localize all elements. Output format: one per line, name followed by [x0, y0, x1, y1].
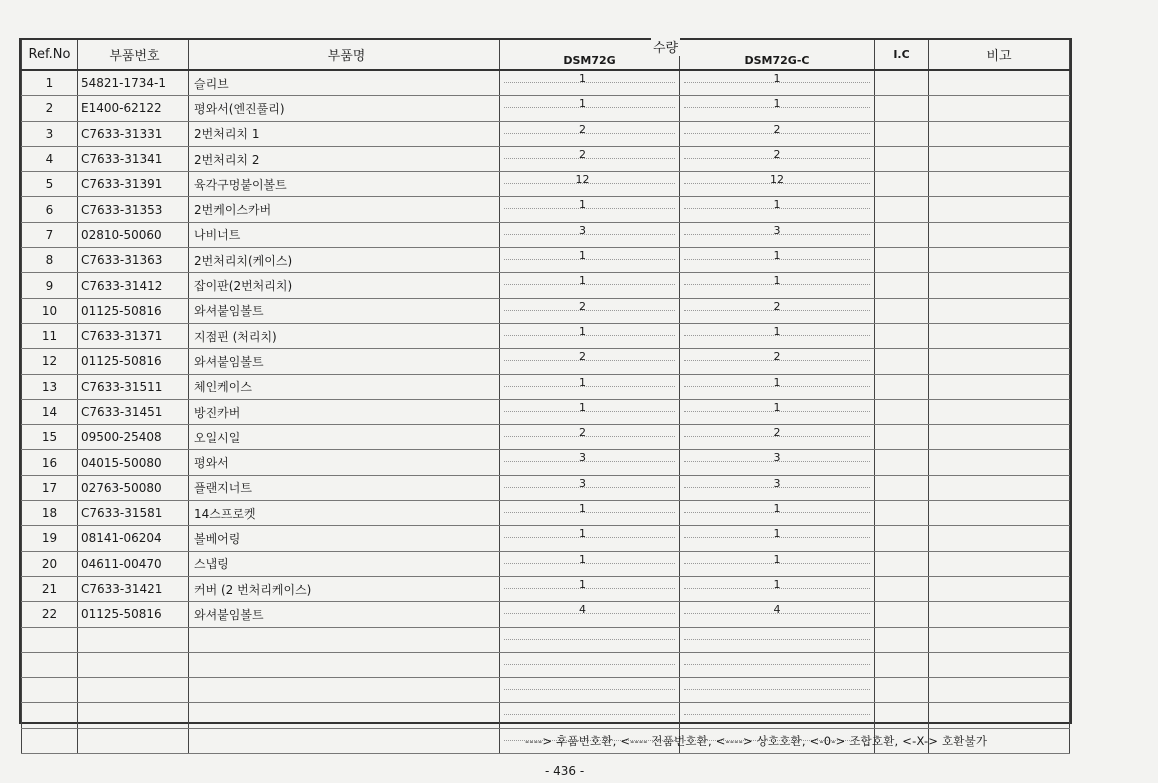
ic-cell — [875, 374, 929, 399]
qty-dsm72g-cell: 2 — [500, 298, 680, 323]
ref-cell: 5 — [22, 172, 78, 197]
table-row — [22, 602, 1070, 627]
part-name-cell: 와셔붙임볼트 — [189, 298, 500, 323]
ref-cell: 4 — [22, 146, 78, 171]
qty-dsm72g-c-cell: 4 — [680, 602, 875, 627]
qty-dsm72g-c-cell: 1 — [680, 399, 875, 424]
part-number-cell: C7633-31451 — [78, 399, 189, 424]
note-cell — [929, 627, 1070, 652]
header-model-dsm72g-c: DSM72G-C — [744, 54, 810, 67]
table-row — [22, 146, 1070, 171]
ref-cell: 17 — [22, 475, 78, 500]
qty-dsm72g-c-cell — [680, 627, 875, 652]
table-row — [22, 273, 1070, 298]
part-name-cell: 육각구멍붙이볼트 — [189, 172, 500, 197]
part-name-cell: 플랜지너트 — [189, 475, 500, 500]
ref-cell: 11 — [22, 323, 78, 348]
part-number-cell: 08141-06204 — [78, 526, 189, 551]
ic-cell — [875, 222, 929, 247]
part-name-cell: 2번처리치 2 — [189, 146, 500, 171]
qty-dsm72g-cell: 1 — [500, 501, 680, 526]
part-number-cell: C7633-31421 — [78, 576, 189, 601]
note-cell — [929, 703, 1070, 728]
part-number-cell: E1400-62122 — [78, 96, 189, 121]
ic-cell — [875, 70, 929, 96]
qty-dsm72g-cell: 4 — [500, 602, 680, 627]
qty-dsm72g-c-cell: 2 — [680, 146, 875, 171]
ref-cell: 12 — [22, 349, 78, 374]
ic-cell — [875, 323, 929, 348]
ic-cell — [875, 273, 929, 298]
ic-cell — [875, 399, 929, 424]
header-ref-no: Ref.No — [22, 40, 78, 70]
qty-dsm72g-c-cell — [680, 678, 875, 703]
table-row — [22, 425, 1070, 450]
header-ic: I.C — [875, 40, 929, 70]
table-row — [22, 475, 1070, 500]
ref-cell: 14 — [22, 399, 78, 424]
part-number-cell: C7633-31412 — [78, 273, 189, 298]
header-note: 비고 — [929, 40, 1070, 70]
part-name-cell: 슬리브 — [189, 70, 500, 96]
note-cell — [929, 248, 1070, 273]
ic-cell — [875, 450, 929, 475]
qty-dsm72g-c-cell: 2 — [680, 349, 875, 374]
qty-dsm72g-cell: 12 — [500, 172, 680, 197]
table-row — [22, 197, 1070, 222]
part-name-cell: 지점핀 (처리치) — [189, 323, 500, 348]
part-name-cell: 2번처리치 1 — [189, 121, 500, 146]
qty-dsm72g-c-cell: 2 — [680, 425, 875, 450]
qty-dsm72g-c-cell: 1 — [680, 70, 875, 96]
ic-cell — [875, 248, 929, 273]
qty-dsm72g-c-cell — [680, 652, 875, 677]
part-number-cell: C7633-31391 — [78, 172, 189, 197]
part-number-cell: 02763-50080 — [78, 475, 189, 500]
qty-dsm72g-c-cell: 12 — [680, 172, 875, 197]
note-cell — [929, 273, 1070, 298]
qty-dsm72g-cell — [500, 678, 680, 703]
part-name-cell: 스냅링 — [189, 551, 500, 576]
part-number-cell: 01125-50816 — [78, 602, 189, 627]
note-cell — [929, 70, 1070, 96]
table-row — [22, 172, 1070, 197]
ref-cell — [22, 627, 78, 652]
qty-dsm72g-cell: 1 — [500, 323, 680, 348]
part-number-cell: C7633-31341 — [78, 146, 189, 171]
table-row — [22, 96, 1070, 121]
qty-dsm72g-cell: 3 — [500, 475, 680, 500]
ref-cell: 8 — [22, 248, 78, 273]
qty-dsm72g-c-cell: 1 — [680, 526, 875, 551]
part-number-cell: 09500-25408 — [78, 425, 189, 450]
ref-cell: 21 — [22, 576, 78, 601]
ic-cell — [875, 652, 929, 677]
part-name-cell: 커버 (2 번처리케이스) — [189, 576, 500, 601]
note-cell — [929, 146, 1070, 171]
part-name-cell: 방진카버 — [189, 399, 500, 424]
qty-dsm72g-cell: 1 — [500, 96, 680, 121]
part-name-cell: 평와서 — [189, 450, 500, 475]
ref-cell: 20 — [22, 551, 78, 576]
qty-dsm72g-cell — [500, 652, 680, 677]
qty-dsm72g-cell: 3 — [500, 222, 680, 247]
ref-cell: 15 — [22, 425, 78, 450]
table-row — [22, 248, 1070, 273]
part-number-cell: C7633-31511 — [78, 374, 189, 399]
part-name-cell: 오일시일 — [189, 425, 500, 450]
qty-dsm72g-c-cell — [680, 703, 875, 728]
ic-cell — [875, 678, 929, 703]
ic-cell — [875, 475, 929, 500]
ic-cell — [875, 627, 929, 652]
ref-cell: 9 — [22, 273, 78, 298]
part-name-cell: 14스프로켓 — [189, 501, 500, 526]
ref-cell: 1 — [22, 70, 78, 96]
ic-cell — [875, 526, 929, 551]
empty-row — [22, 652, 1070, 677]
qty-dsm72g-cell: 2 — [500, 349, 680, 374]
note-cell — [929, 425, 1070, 450]
ic-cell — [875, 96, 929, 121]
qty-dsm72g-cell — [500, 703, 680, 728]
table-row — [22, 121, 1070, 146]
part-number-cell — [78, 627, 189, 652]
header-part-name: 부품명 — [189, 40, 500, 70]
part-name-cell — [189, 678, 500, 703]
part-name-cell: 2번케이스카버 — [189, 197, 500, 222]
qty-dsm72g-cell: 2 — [500, 121, 680, 146]
parts-table-body — [22, 70, 1070, 754]
header-model-dsm72g: DSM72G — [563, 54, 616, 67]
part-name-cell — [189, 728, 500, 753]
note-cell — [929, 450, 1070, 475]
note-cell — [929, 551, 1070, 576]
part-number-cell: C7633-31581 — [78, 501, 189, 526]
part-name-cell: 체인케이스 — [189, 374, 500, 399]
qty-dsm72g-c-cell: 1 — [680, 374, 875, 399]
note-cell — [929, 526, 1070, 551]
note-cell — [929, 652, 1070, 677]
table-row — [22, 551, 1070, 576]
qty-dsm72g-c-cell: 1 — [680, 273, 875, 298]
part-name-cell: 평와서(엔진풀리) — [189, 96, 500, 121]
note-cell — [929, 349, 1070, 374]
table-row — [22, 576, 1070, 601]
part-name-cell: 잡이판(2번처리치) — [189, 273, 500, 298]
qty-dsm72g-c-cell: 1 — [680, 248, 875, 273]
qty-dsm72g-c-cell: 1 — [680, 96, 875, 121]
ref-cell: 2 — [22, 96, 78, 121]
ic-cell — [875, 501, 929, 526]
parts-table — [21, 40, 1070, 754]
part-name-cell: 나비너트 — [189, 222, 500, 247]
note-cell — [929, 576, 1070, 601]
empty-row — [22, 703, 1070, 728]
part-name-cell — [189, 703, 500, 728]
qty-dsm72g-c-cell: 3 — [680, 450, 875, 475]
note-cell — [929, 96, 1070, 121]
part-number-cell: 02810-50060 — [78, 222, 189, 247]
part-name-cell: 2번처리치(케이스) — [189, 248, 500, 273]
qty-dsm72g-cell: 1 — [500, 551, 680, 576]
ic-cell — [875, 172, 929, 197]
qty-dsm72g-c-cell: 1 — [680, 551, 875, 576]
part-number-cell: 54821-1734-1 — [78, 70, 189, 96]
ref-cell: 13 — [22, 374, 78, 399]
qty-dsm72g-cell: 1 — [500, 197, 680, 222]
qty-dsm72g-cell: 1 — [500, 399, 680, 424]
table-row — [22, 501, 1070, 526]
header-qty-model2 — [680, 40, 875, 70]
qty-dsm72g-cell — [500, 627, 680, 652]
qty-dsm72g-cell: 1 — [500, 526, 680, 551]
header-part-number: 부품번호 — [78, 40, 189, 70]
qty-dsm72g-c-cell: 1 — [680, 197, 875, 222]
part-number-cell: C7633-31331 — [78, 121, 189, 146]
table-row — [22, 526, 1070, 551]
part-number-cell: C7633-31363 — [78, 248, 189, 273]
note-cell — [929, 298, 1070, 323]
part-number-cell — [78, 678, 189, 703]
part-number-cell: C7633-31371 — [78, 323, 189, 348]
ic-cell — [875, 602, 929, 627]
part-name-cell — [189, 627, 500, 652]
table-row — [22, 222, 1070, 247]
note-cell — [929, 323, 1070, 348]
ic-cell — [875, 551, 929, 576]
ref-cell — [22, 703, 78, 728]
part-name-cell: 와셔붙임볼트 — [189, 349, 500, 374]
part-name-cell — [189, 652, 500, 677]
note-cell — [929, 121, 1070, 146]
header-qty: 수량 — [651, 37, 680, 56]
part-number-cell: 01125-50816 — [78, 298, 189, 323]
ic-cell — [875, 703, 929, 728]
part-number-cell — [78, 703, 189, 728]
note-cell — [929, 374, 1070, 399]
qty-dsm72g-cell: 1 — [500, 576, 680, 601]
part-number-cell — [78, 652, 189, 677]
ref-cell — [22, 652, 78, 677]
ic-cell — [875, 349, 929, 374]
part-number-cell: 04015-50080 — [78, 450, 189, 475]
ref-cell: 10 — [22, 298, 78, 323]
ic-cell — [875, 121, 929, 146]
qty-dsm72g-c-cell: 1 — [680, 576, 875, 601]
note-cell — [929, 172, 1070, 197]
ic-cell — [875, 146, 929, 171]
ic-cell — [875, 298, 929, 323]
ref-cell — [22, 728, 78, 753]
table-row — [22, 298, 1070, 323]
ref-cell: 7 — [22, 222, 78, 247]
note-cell — [929, 475, 1070, 500]
note-cell — [929, 399, 1070, 424]
qty-dsm72g-cell: 1 — [500, 70, 680, 96]
note-cell — [929, 222, 1070, 247]
qty-dsm72g-c-cell: 2 — [680, 121, 875, 146]
table-row — [22, 70, 1070, 96]
qty-dsm72g-cell: 1 — [500, 374, 680, 399]
ic-cell — [875, 576, 929, 601]
ref-cell: 16 — [22, 450, 78, 475]
table-header-row — [22, 40, 1070, 70]
qty-dsm72g-cell: 1 — [500, 273, 680, 298]
table-row — [22, 323, 1070, 348]
qty-dsm72g-c-cell: 2 — [680, 298, 875, 323]
ref-cell: 3 — [22, 121, 78, 146]
table-row — [22, 374, 1070, 399]
part-number-cell: 04611-00470 — [78, 551, 189, 576]
ic-cell — [875, 197, 929, 222]
empty-row — [22, 627, 1070, 652]
qty-dsm72g-c-cell: 3 — [680, 475, 875, 500]
qty-dsm72g-c-cell: 1 — [680, 323, 875, 348]
page-number: - 436 - — [545, 764, 585, 778]
ref-cell: 18 — [22, 501, 78, 526]
parts-table-frame — [19, 38, 1072, 724]
empty-row — [22, 678, 1070, 703]
part-number-cell — [78, 728, 189, 753]
qty-dsm72g-c-cell: 1 — [680, 501, 875, 526]
table-row — [22, 450, 1070, 475]
table-row — [22, 349, 1070, 374]
table-row — [22, 399, 1070, 424]
note-cell — [929, 501, 1070, 526]
part-name-cell: 볼베어링 — [189, 526, 500, 551]
note-cell — [929, 197, 1070, 222]
note-cell — [929, 678, 1070, 703]
ic-cell — [875, 425, 929, 450]
ref-cell — [22, 678, 78, 703]
part-name-cell: 와셔붙임볼트 — [189, 602, 500, 627]
qty-dsm72g-c-cell: 3 — [680, 222, 875, 247]
qty-dsm72g-cell: 1 — [500, 248, 680, 273]
qty-dsm72g-cell: 2 — [500, 425, 680, 450]
part-number-cell: C7633-31353 — [78, 197, 189, 222]
ref-cell: 19 — [22, 526, 78, 551]
part-number-cell: 01125-50816 — [78, 349, 189, 374]
ref-cell: 6 — [22, 197, 78, 222]
note-cell — [929, 602, 1070, 627]
qty-dsm72g-cell: 3 — [500, 450, 680, 475]
qty-dsm72g-cell: 2 — [500, 146, 680, 171]
ref-cell: 22 — [22, 602, 78, 627]
interchange-legend: ----> 후품번호환, <---- 전품번호환, <----> 상호호환, <-0-> 조합호환, <-X-> 호환불가 — [525, 734, 988, 748]
